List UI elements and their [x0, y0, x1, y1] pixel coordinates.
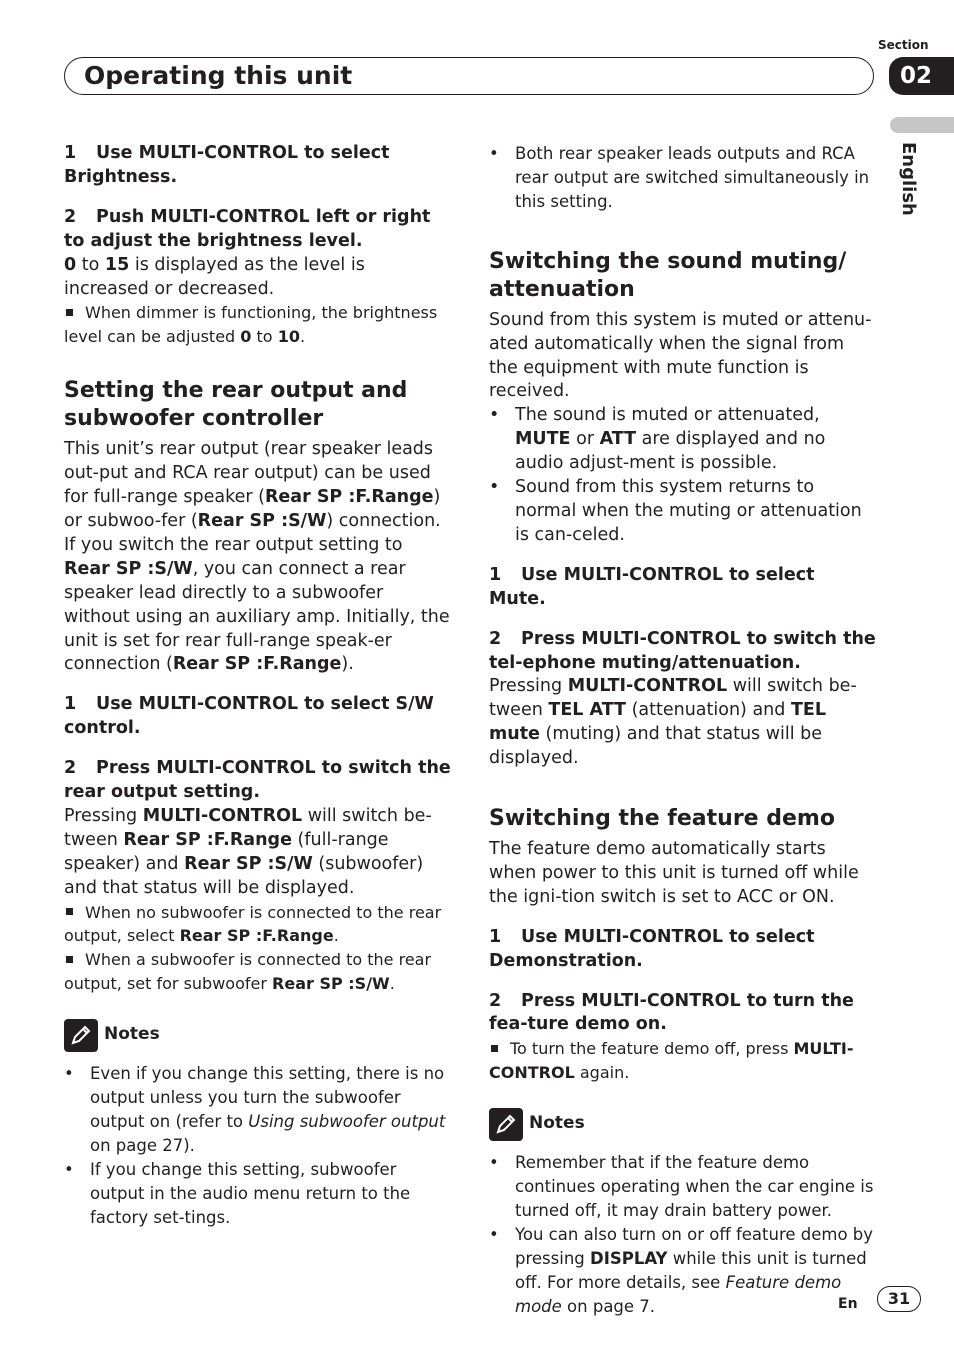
notes-header: [64, 1018, 452, 1052]
right-column: [489, 142, 877, 1319]
language-label: English: [898, 142, 919, 216]
subwoofer-note: When a subwoofer is connected to the rear output, set for subwoofer Rear SP :S/W.: [64, 950, 432, 994]
section-label: Section: [878, 38, 929, 52]
step-adjust-brightness: 2 Push MULTI-CONTROL left or right to adjust the brightness level.: [64, 206, 431, 251]
square-bullet-icon: [66, 908, 73, 915]
note-factory-settings: • If you change this setting, subwoofer output in the audio menu return to the factory set-tings.: [64, 1158, 452, 1230]
brightness-range-text: 0 to 15 is displayed as the level is increased or decreased.: [64, 254, 365, 299]
step-select-demonstration: 1 Use MULTI-CONTROL to select Demonstration.: [489, 926, 815, 971]
section-number-badge: 02: [889, 57, 954, 95]
notes-label: Notes: [529, 1113, 585, 1134]
pencil-icon: [64, 1019, 98, 1052]
notes-header: [489, 1107, 877, 1141]
notes-label: Notes: [104, 1024, 160, 1045]
demo-paragraph: The feature demo automatically starts when power to this unit is turned off while the igni-tion switch is set to ACC or ON.: [489, 839, 859, 907]
language-tab: [890, 117, 954, 133]
step-select-mute: 1 Use MULTI-CONTROL to select Mute.: [489, 564, 815, 609]
left-column: [64, 142, 452, 1230]
muting-bullet-2: • Sound from this system returns to normal when the muting or attenuation is can-celed.: [489, 476, 877, 548]
step-turn-demo-on: 2 Press MULTI-CONTROL to turn the fea-ture demo on.: [489, 990, 854, 1035]
pencil-icon: [489, 1108, 523, 1141]
switch-rear-output-text: Pressing MULTI-CONTROL will switch be-tween Rear SP :F.Range (full-range speaker) and Rear SP :S/W (subwoofer) and that status will be displayed.: [64, 805, 432, 898]
page-title: Operating this unit: [84, 61, 353, 90]
no-subwoofer-note: When no subwoofer is connected to the rear output, select Rear SP :F.Range.: [64, 902, 442, 946]
rear-output-heading: Setting the rear output and subwoofer controller: [64, 378, 408, 432]
demo-heading: Switching the feature demo: [489, 806, 835, 832]
square-bullet-icon: [66, 309, 73, 316]
muting-paragraph: Sound from this system is muted or attenu-ated automatically when the signal from the equipment with mute function is received.: [489, 309, 872, 402]
step-switch-muting: 2 Press MULTI-CONTROL to switch the tel-ephone muting/attenuation.: [489, 628, 876, 673]
both-rear-note: • Both rear speaker leads outputs and RCA rear output are switched simultaneously in this setting.: [489, 142, 877, 214]
demo-off-note: To turn the feature demo off, press MULTI-CONTROL again.: [489, 1039, 854, 1083]
dimmer-note: When dimmer is functioning, the brightness level can be adjusted 0 to 10.: [64, 303, 438, 347]
note-display-demo: • You can also turn on or off feature demo by pressing DISPLAY while this unit is turned off. For more details, see Feature demo mode on page 7.: [489, 1223, 877, 1319]
square-bullet-icon: [66, 956, 73, 963]
step-select-sw-control: 1 Use MULTI-CONTROL to select S/W control.: [64, 694, 434, 739]
muting-bullet-1: • The sound is muted or attenuated, MUTE or ATT are displayed and no audio adjust-ment is possible.: [489, 404, 877, 476]
step-switch-rear-output: 2 Press MULTI-CONTROL to switch the rear output setting.: [64, 758, 451, 803]
footer-language: En: [838, 1296, 858, 1312]
switch-muting-text: Pressing MULTI-CONTROL will switch be-tween TEL ATT (attenuation) and TEL mute (muting) and that status will be displayed.: [489, 676, 857, 769]
note-no-output: • Even if you change this setting, there is no output unless you turn the subwoofer output on (refer to Using subwoofer output on page 27).: [64, 1062, 452, 1158]
page-number: 31: [877, 1286, 921, 1312]
muting-heading: Switching the sound muting/ attenuation: [489, 248, 847, 302]
note-battery-drain: • Remember that if the feature demo continues operating when the car engine is turned off, it may drain battery power.: [489, 1151, 877, 1223]
step-select-brightness: 1 Use MULTI-CONTROL to select Brightness.: [64, 143, 390, 187]
rear-output-paragraph: This unit’s rear output (rear speaker leads out-put and RCA rear output) can be used for full-range speaker (Rear SP :F.Range) or subwoo-fer (Rear SP :S/W) connection. If you switch the rear output setting to Rear SP :S/W, you can connect a rear speaker lead directly to a subwoofer without using an auxiliary amp. Initially, the unit is set for rear full-range speak-er connection (Rear SP :F.Range).: [64, 439, 450, 675]
square-bullet-icon: [491, 1045, 498, 1052]
